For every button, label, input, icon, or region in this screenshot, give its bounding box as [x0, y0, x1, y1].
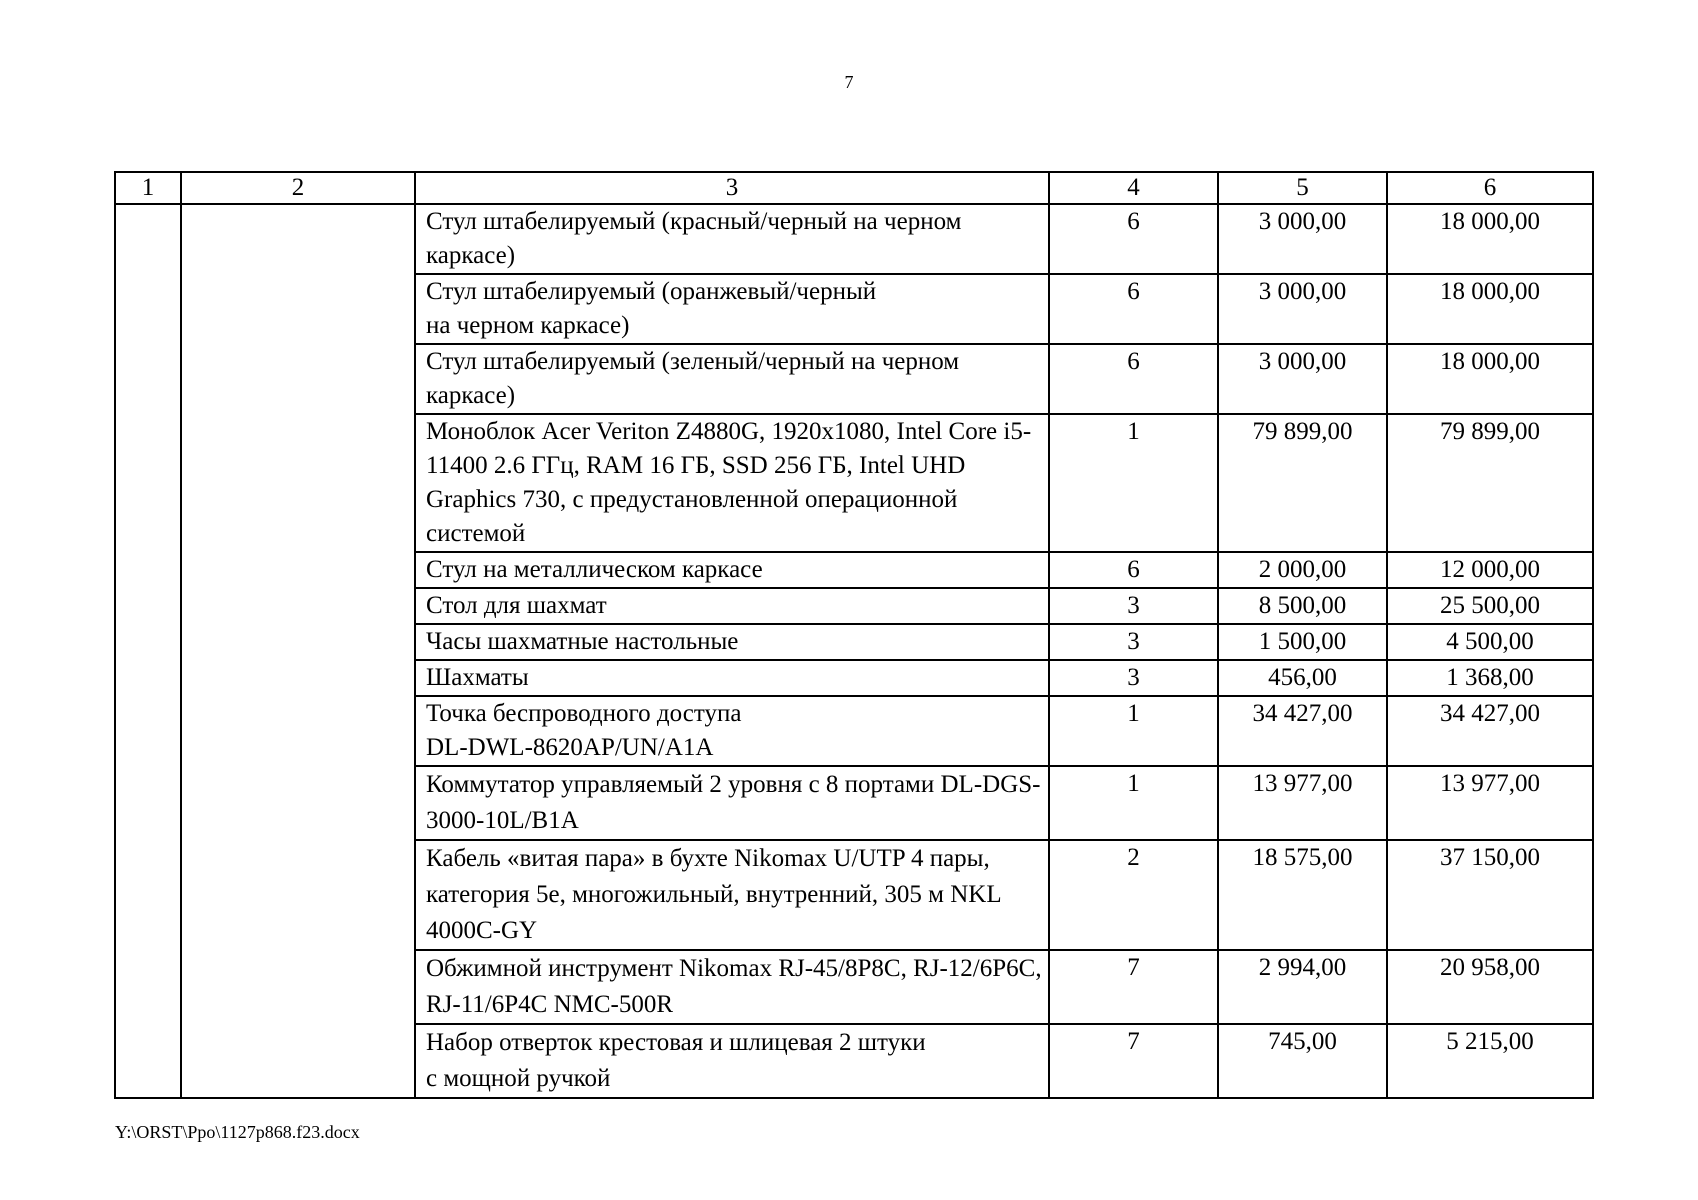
item-description: Коммутатор управляемый 2 уровня с 8 портами DL-DGS-3000-10L/B1A: [415, 766, 1049, 840]
item-quantity: 2: [1049, 840, 1218, 950]
column-number-3: 3: [415, 172, 1049, 204]
column-number-5: 5: [1218, 172, 1387, 204]
item-total: 18 000,00: [1387, 204, 1593, 274]
item-total: 20 958,00: [1387, 950, 1593, 1024]
column-number-2: 2: [181, 172, 415, 204]
item-description: Стул на металлическом каркасе: [415, 552, 1049, 588]
empty-cell-col-1: [115, 204, 181, 1098]
item-quantity: 3: [1049, 588, 1218, 624]
item-description: Набор отверток крестовая и шлицевая 2 штуки с мощной ручкой: [415, 1024, 1049, 1098]
item-unit-price: 18 575,00: [1218, 840, 1387, 950]
item-total: 25 500,00: [1387, 588, 1593, 624]
item-total: 79 899,00: [1387, 414, 1593, 552]
item-unit-price: 3 000,00: [1218, 344, 1387, 414]
item-unit-price: 13 977,00: [1218, 766, 1387, 840]
item-description: Стул штабелируемый (зеленый/черный на черном каркасе): [415, 344, 1049, 414]
item-unit-price: 2 994,00: [1218, 950, 1387, 1024]
item-description: Стол для шахмат: [415, 588, 1049, 624]
column-number-4: 4: [1049, 172, 1218, 204]
item-description: Шахматы: [415, 660, 1049, 696]
item-description: Моноблок Acer Veriton Z4880G, 1920x1080, Intel Core i5-11400 2.6 ГГц, RAM 16 ГБ, SSD 256 ГБ, Intel UHD Graphics 730, с предустановленной операционной системой: [415, 414, 1049, 552]
item-total: 1 368,00: [1387, 660, 1593, 696]
item-total: 18 000,00: [1387, 274, 1593, 344]
page-number: 7: [844, 72, 854, 92]
item-description: Обжимной инструмент Nikomax RJ-45/8P8C, RJ-12/6P6C, RJ-11/6P4C NMC-500R: [415, 950, 1049, 1024]
item-unit-price: 3 000,00: [1218, 274, 1387, 344]
item-description: Часы шахматные настольные: [415, 624, 1049, 660]
table-header-row: [115, 172, 1593, 204]
specification-table: [114, 171, 1594, 1099]
item-quantity: 1: [1049, 414, 1218, 552]
item-quantity: 7: [1049, 1024, 1218, 1098]
item-total: 37 150,00: [1387, 840, 1593, 950]
item-total: 18 000,00: [1387, 344, 1593, 414]
item-total: 4 500,00: [1387, 624, 1593, 660]
column-number-6: 6: [1387, 172, 1593, 204]
table-row: [115, 204, 1593, 274]
item-description: Стул штабелируемый (красный/черный на черном каркасе): [415, 204, 1049, 274]
item-unit-price: 745,00: [1218, 1024, 1387, 1098]
item-unit-price: 1 500,00: [1218, 624, 1387, 660]
item-description: Точка беспроводного доступа DL-DWL-8620AP/UN/A1A: [415, 696, 1049, 766]
item-quantity: 3: [1049, 660, 1218, 696]
item-quantity: 1: [1049, 766, 1218, 840]
item-description: Стул штабелируемый (оранжевый/черный на черном каркасе): [415, 274, 1049, 344]
item-total: 12 000,00: [1387, 552, 1593, 588]
item-quantity: 3: [1049, 624, 1218, 660]
item-unit-price: 2 000,00: [1218, 552, 1387, 588]
item-quantity: 6: [1049, 344, 1218, 414]
item-total: 13 977,00: [1387, 766, 1593, 840]
item-total: 34 427,00: [1387, 696, 1593, 766]
item-quantity: 7: [1049, 950, 1218, 1024]
item-unit-price: 79 899,00: [1218, 414, 1387, 552]
item-unit-price: 8 500,00: [1218, 588, 1387, 624]
item-quantity: 1: [1049, 696, 1218, 766]
item-unit-price: 34 427,00: [1218, 696, 1387, 766]
item-quantity: 6: [1049, 552, 1218, 588]
column-number-1: 1: [115, 172, 181, 204]
item-total: 5 215,00: [1387, 1024, 1593, 1098]
item-unit-price: 456,00: [1218, 660, 1387, 696]
item-unit-price: 3 000,00: [1218, 204, 1387, 274]
footer-file-path: Y:\ORST\Ppo\1127p868.f23.docx: [115, 1122, 360, 1142]
item-quantity: 6: [1049, 274, 1218, 344]
empty-cell-col-2: [181, 204, 415, 1098]
item-quantity: 6: [1049, 204, 1218, 274]
item-description: Кабель «витая пара» в бухте Nikomax U/UTP 4 пары, категория 5е, многожильный, внутренний, 305 м NKL 4000C-GY: [415, 840, 1049, 950]
